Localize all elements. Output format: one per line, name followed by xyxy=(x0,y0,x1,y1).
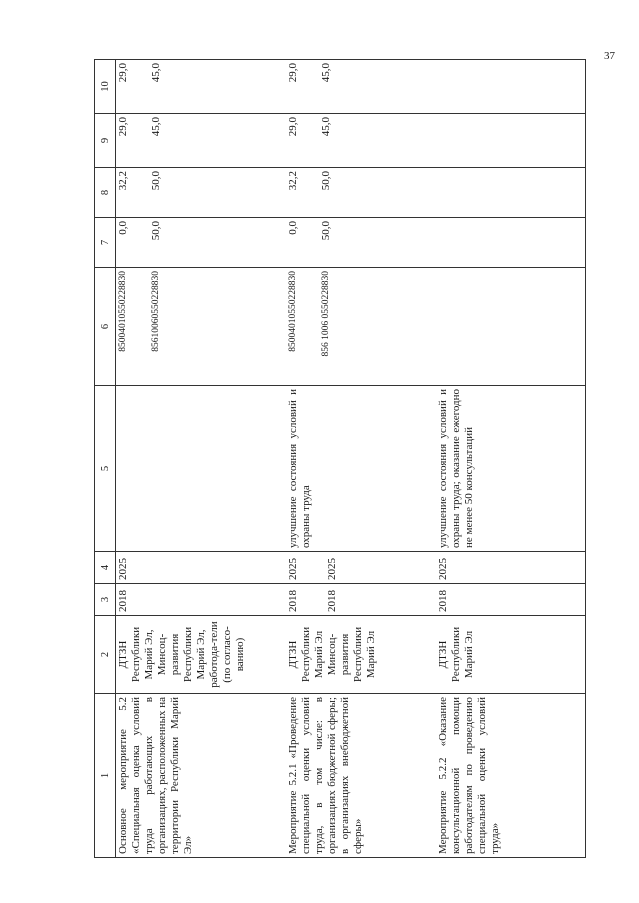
amount-cell: 32,2 50,0 xyxy=(116,168,286,218)
table-row xyxy=(286,60,436,858)
table-row xyxy=(436,60,586,858)
measure-title: Основное мероприятие 5.2 «Специальная оценка условий труда работающих в организациях, расположенных на территории Республики Марий Эл» xyxy=(116,694,286,858)
amount-cell xyxy=(436,60,586,114)
measure-title: Мероприятие 5.2.2 «Оказание консультационной помощи работодателям по проведению специальной оценки условий труда» xyxy=(436,694,586,858)
column-header: 1 xyxy=(95,694,116,858)
column-header: 2 xyxy=(95,616,116,694)
start-year: 2018 xyxy=(116,584,286,616)
column-header: 7 xyxy=(95,218,116,268)
expected-result: улучшение состояния условий и охраны труда xyxy=(286,386,436,552)
start-year: 2018 xyxy=(436,584,586,616)
amount-cell xyxy=(436,218,586,268)
rotated-page-content xyxy=(94,60,639,858)
column-header: 8 xyxy=(95,168,116,218)
column-header: 10 xyxy=(95,60,116,114)
end-year: 2025 xyxy=(116,552,286,584)
amount-cell: 29,0 45,0 xyxy=(116,114,286,168)
program-measures-table xyxy=(94,59,586,858)
amount-cell: 0,0 50,0 xyxy=(116,218,286,268)
budget-classification-code xyxy=(436,268,586,386)
column-header: 5 xyxy=(95,386,116,552)
table-row xyxy=(116,60,286,858)
end-year: 2025 2025 xyxy=(286,552,436,584)
expected-result: улучшение состояния условий и охраны труда; оказание ежегодно не менее 50 консультаций xyxy=(436,386,586,552)
amount-cell: 29,0 45,0 xyxy=(116,60,286,114)
column-header: 9 xyxy=(95,114,116,168)
column-header: 6 xyxy=(95,268,116,386)
responsible-executor: ДТЗН Республики Марий Эл xyxy=(436,616,586,694)
amount-cell xyxy=(436,114,586,168)
budget-classification-code: 85004010550228830 85610060550228830 xyxy=(116,268,286,386)
column-number-row xyxy=(95,60,116,858)
measure-title: Мероприятие 5.2.1 «Проведение специальной оценки условий труда, в том числе: в организациях бюджетной сферы; в организациях внебюджетной сферы» xyxy=(286,694,436,858)
start-year: 2018 2018 xyxy=(286,584,436,616)
budget-classification-code: 85004010550228830 856 1006 0550228830 xyxy=(286,268,436,386)
amount-cell: 29,0 45,0 xyxy=(286,60,436,114)
responsible-executor: ДТЗН Республики Марий Эл, Минсоц-развития Республики Марий Эл, работода-тели (по согласо-ванию) xyxy=(116,616,286,694)
amount-cell xyxy=(436,168,586,218)
amount-cell: 29,0 45,0 xyxy=(286,114,436,168)
expected-result xyxy=(116,386,286,552)
column-header: 3 xyxy=(95,584,116,616)
amount-cell: 0,0 50,0 xyxy=(286,218,436,268)
page-number: 37 xyxy=(604,50,615,62)
amount-cell: 32,2 50,0 xyxy=(286,168,436,218)
end-year: 2025 xyxy=(436,552,586,584)
responsible-executor: ДТЗН Республики Марий Эл Минсоц-развития Республики Марий Эл xyxy=(286,616,436,694)
column-header: 4 xyxy=(95,552,116,584)
